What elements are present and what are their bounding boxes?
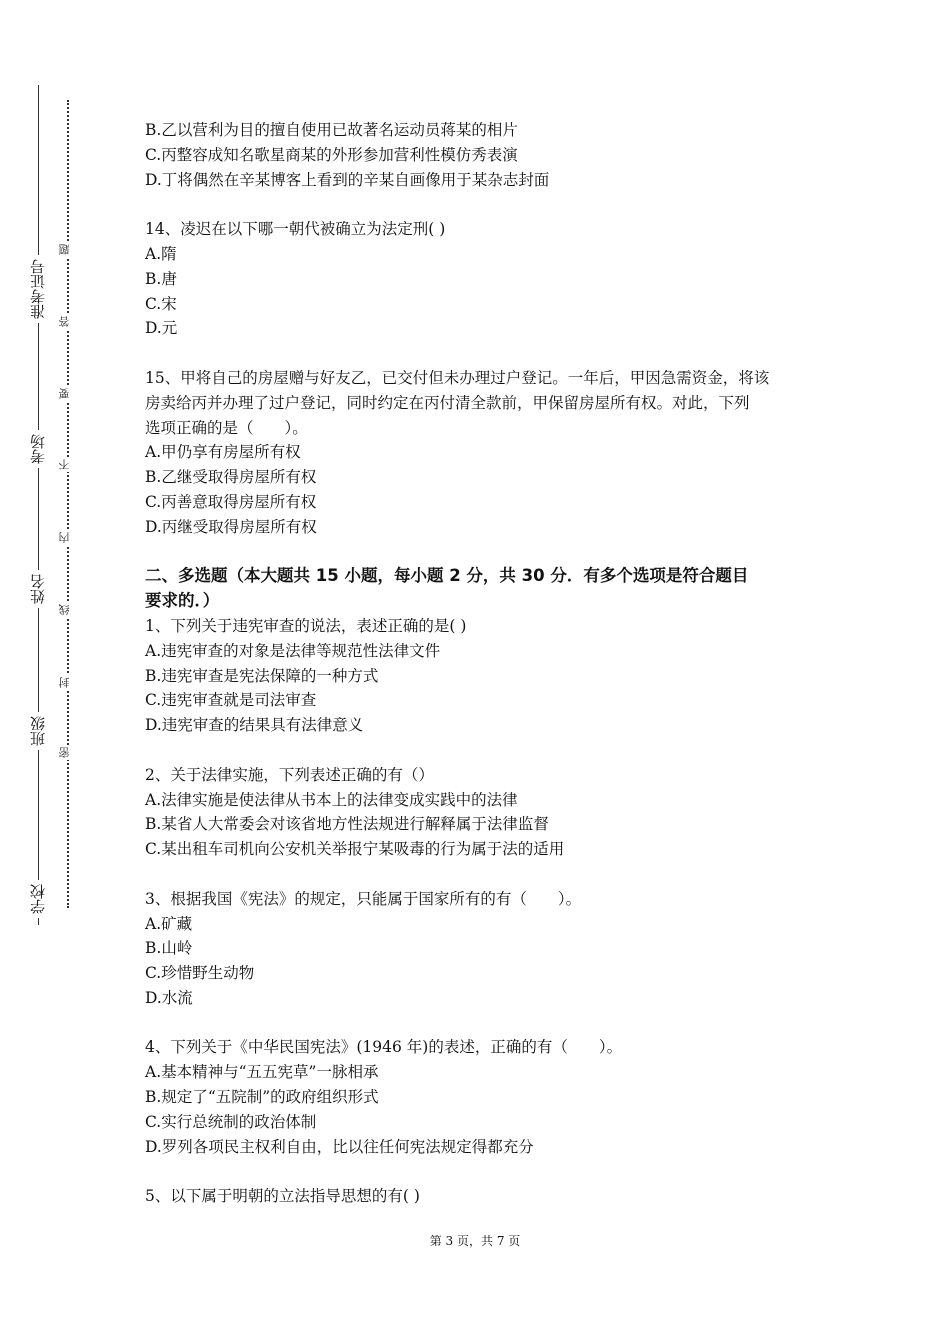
spacer xyxy=(145,1159,815,1184)
option-line: C.违宪审查就是司法审查 xyxy=(145,691,317,710)
option-line: D.罗列各项民主权利自由，比以往任何宪法规定得都充分 xyxy=(145,1137,534,1156)
question-4: 4、下列关于《中华民国宪法》(1946 年)的表述，正确的有（ ）。 xyxy=(145,1038,623,1057)
option-line: B.违宪审查是宪法保障的一种方式 xyxy=(145,666,379,685)
spacer xyxy=(145,341,815,366)
seal-char: 线 xyxy=(58,602,78,617)
option-line: B.某省人大常委会对该省地方性法规进行解释属于法律监督 xyxy=(145,815,549,834)
seal-char: 封 xyxy=(58,675,78,690)
seal-char: 内 xyxy=(58,530,78,545)
page-footer: 第 3 页，共 7 页 xyxy=(429,1234,521,1248)
option-line: B.山岭 xyxy=(145,939,193,958)
option-line: A.法律实施是使法律从书本上的法律变成实践中的法律 xyxy=(145,790,518,809)
question-15-cont: 选项正确的是（ ）。 xyxy=(145,418,308,437)
seal-char: 答 xyxy=(58,314,78,329)
option-line: C.宋 xyxy=(145,294,177,313)
option-line: B.规定了“五院制”的政府组织形式 xyxy=(145,1088,379,1107)
question-15-cont: 房卖给丙并办理了过户登记，同时约定在丙付清全款前，甲保留房屋所有权。对此，下列 xyxy=(145,393,750,412)
binding-solid-line xyxy=(38,85,39,925)
option-line: B.乙以营利为目的擅自使用已故著名运动员蒋某的相片 xyxy=(145,121,518,139)
binding-margin xyxy=(0,0,90,1344)
spacer xyxy=(145,862,815,887)
option-line: D.丁将偶然在辛某博客上看到的辛某自画像用于某杂志封面 xyxy=(145,170,550,189)
label-school: 学校 xyxy=(20,880,56,918)
question-3: 3、根据我国《宪法》的规定，只能属于国家所有的有（ ）。 xyxy=(145,889,582,908)
section-heading-cont: 要求的．） xyxy=(145,591,220,611)
seal-char: 密 xyxy=(58,745,78,760)
option-line: B.唐 xyxy=(145,269,177,288)
label-name: 姓名 xyxy=(20,570,56,608)
label-exam-room: 考场 xyxy=(20,430,56,468)
question-2: 2、关于法律实施，下列表述正确的有（） xyxy=(145,765,434,784)
question-1: 1、下列关于违宪审查的说法，表述正确的是( ) xyxy=(145,616,467,635)
option-line: C.丙善意取得房屋所有权 xyxy=(145,492,317,511)
question-15: 15、甲将自己的房屋赠与好友乙，已交付但未办理过户登记。一年后，甲因急需资金，将该 xyxy=(145,368,770,387)
question-14: 14、凌迟在以下哪一朝代被确立为法定刑( ) xyxy=(145,220,446,239)
option-line: A.基本精神与“五五宪草”一脉相承 xyxy=(145,1063,379,1082)
seal-char: 要 xyxy=(58,386,78,401)
option-line: B.乙继受取得房屋所有权 xyxy=(145,468,317,487)
label-exam-number: 准考证号 xyxy=(20,255,56,323)
question-5: 5、以下属于明朝的立法指导思想的有( ) xyxy=(145,1187,420,1206)
option-line: C.某出租车司机向公安机关举报宁某吸毒的行为属于法的适用 xyxy=(145,840,565,859)
option-line: D.丙继受取得房屋所有权 xyxy=(145,517,317,536)
option-line: D.元 xyxy=(145,319,178,338)
spacer xyxy=(145,1011,815,1036)
option-line: C.丙整容成知名歌星商某的外形参加营利性模仿秀表演 xyxy=(145,145,518,164)
option-line: A.矿藏 xyxy=(145,914,193,933)
option-line: D.水流 xyxy=(145,988,193,1007)
option-line: C.珍惜野生动物 xyxy=(145,964,255,983)
spacer xyxy=(145,738,815,763)
spacer xyxy=(145,192,815,217)
binding-dotted-line xyxy=(67,100,69,908)
option-line: A.违宪审查的对象是法律等规范性法律文件 xyxy=(145,641,441,660)
option-line: D.违宪审查的结果具有法律意义 xyxy=(145,716,364,735)
label-class: 班级 xyxy=(20,712,56,750)
exam-content xyxy=(145,118,815,1209)
option-line: A.隋 xyxy=(145,244,177,263)
option-line: A.甲仍享有房屋所有权 xyxy=(145,443,301,462)
seal-char: 题 xyxy=(58,242,78,257)
section-heading: 二、多选题（本大题共 15 小题，每小题 2 分，共 30 分．有多个选项是符合题目 xyxy=(145,566,749,586)
seal-char: 不 xyxy=(58,457,78,472)
option-line: C.实行总统制的政治体制 xyxy=(145,1112,317,1131)
spacer xyxy=(145,540,815,565)
